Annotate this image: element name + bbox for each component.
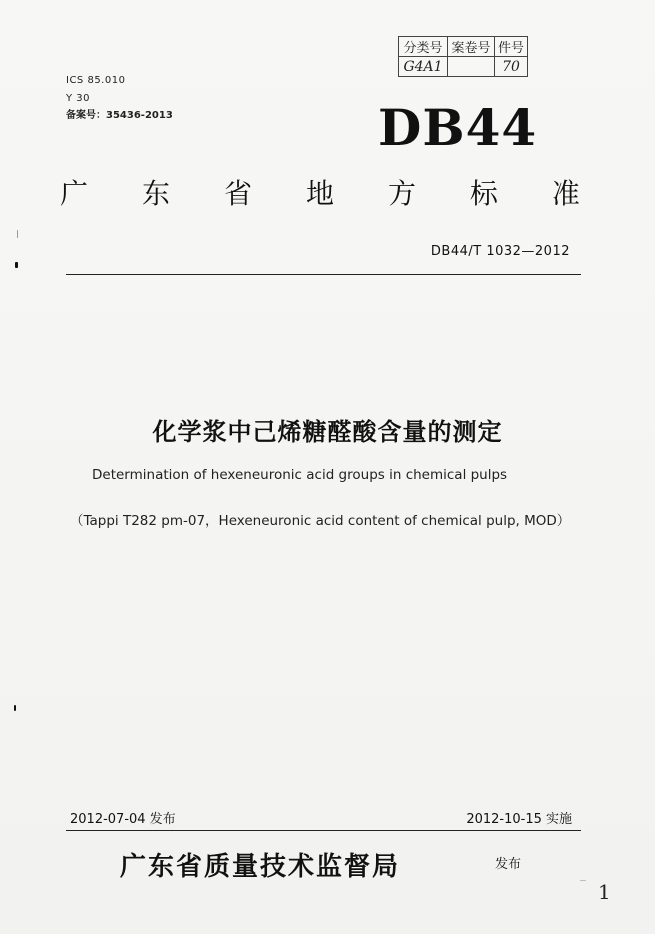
record-number-label: 备案号： xyxy=(66,110,106,121)
stamp-header-classification: 分类号 xyxy=(399,37,448,57)
heading-char: 地 xyxy=(305,177,334,210)
page-number: 1 xyxy=(598,880,611,904)
stamp-value-row xyxy=(399,57,528,77)
issuing-authority-suffix: 发布 xyxy=(495,857,522,872)
stamp-value-classification: G4A1 xyxy=(399,57,448,77)
record-number xyxy=(66,109,173,122)
issuing-authority: 广东省质量技术监督局 xyxy=(120,852,401,882)
heading-char: 省 xyxy=(223,177,252,210)
heading-char: 方 xyxy=(387,177,416,210)
scan-mark xyxy=(15,262,18,268)
standard-number: DB44/T 1032—2012 xyxy=(430,244,570,259)
db44-logo: DB44 xyxy=(378,98,538,157)
footer-divider xyxy=(66,830,581,831)
heading-char: 广 xyxy=(60,177,89,210)
heading-char: 标 xyxy=(469,177,498,210)
ics-code: ICS 85.010 xyxy=(66,75,126,86)
stamp-header-row xyxy=(399,37,528,57)
issue-date: 2012-07-04 发布 xyxy=(70,812,176,827)
stamp-value-file-number xyxy=(448,57,495,77)
scan-mark xyxy=(14,705,16,711)
scan-mark xyxy=(580,880,586,881)
ccs-code: Y 30 xyxy=(66,93,91,104)
document-title-chinese: 化学浆中己烯糖醛酸含量的测定 xyxy=(152,418,503,446)
heading-char: 准 xyxy=(551,177,580,210)
stamp-header-item-number: 件号 xyxy=(495,37,528,57)
header-divider xyxy=(66,274,581,275)
stamp-header-file-number: 案卷号 xyxy=(448,37,495,57)
heading-char: 东 xyxy=(141,177,170,210)
record-number-value: 35436-2013 xyxy=(106,110,173,121)
provincial-standard-heading xyxy=(60,172,580,212)
scan-mark xyxy=(17,230,18,238)
implementation-date: 2012-10-15 实施 xyxy=(466,812,572,827)
document-reference-standard: （Tappi T282 pm-07，Hexeneuronic acid content of chemical pulp, MOD） xyxy=(70,513,571,529)
document-title-english: Determination of hexeneuronic acid groups in chemical pulps xyxy=(92,467,508,483)
stamp-value-item-number: 70 xyxy=(495,57,528,77)
archive-stamp-table xyxy=(398,36,528,77)
